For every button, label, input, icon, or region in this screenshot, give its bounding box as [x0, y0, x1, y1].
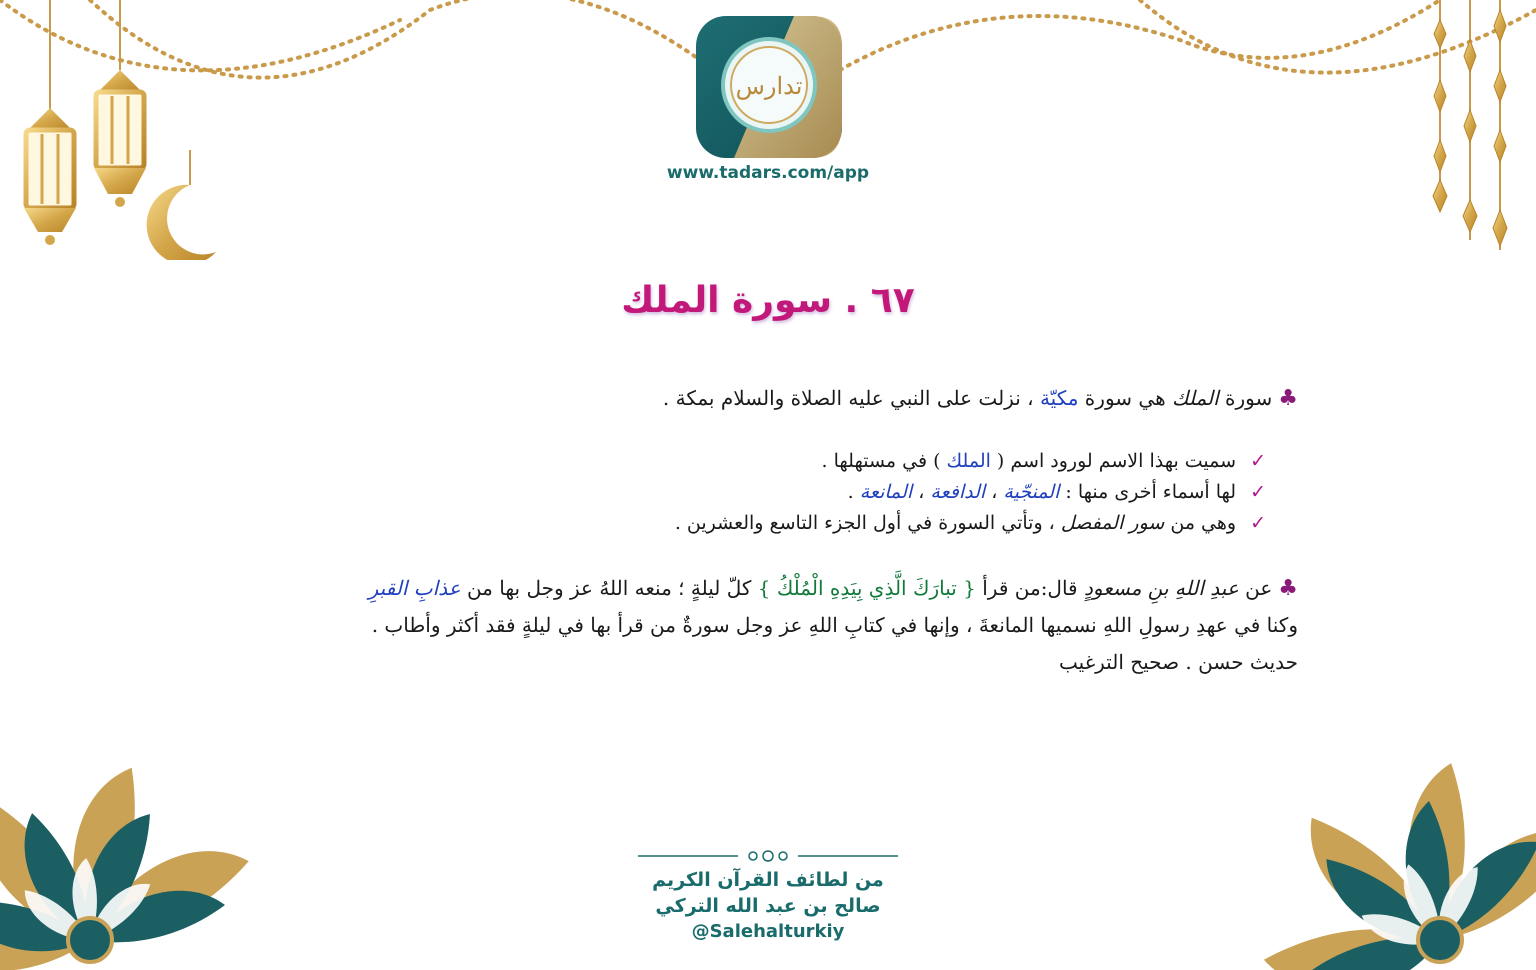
floral-ornament-left	[0, 750, 310, 970]
intro-paragraph	[663, 386, 1298, 411]
hadith-line-2: وكنا في عهدِ رسولِ اللهِ نسميها المانعةَ ، وإنها في كتابِ اللهِ عز وجل سورةٌ من قرأ بها في ليلةٍ فقد أكثر وأطاب .	[371, 613, 1298, 637]
separator: ،	[985, 481, 1004, 503]
intro-text: هي سورة	[1078, 386, 1172, 410]
club-bullet-icon: ♣	[1278, 576, 1298, 601]
hadith-source: حديث حسن . صحيح الترغيب	[1059, 650, 1298, 674]
floral-ornament-right	[1200, 750, 1536, 970]
club-bullet-icon: ♣	[1278, 386, 1298, 411]
site-url[interactable]: www.tadars.com/app	[666, 163, 870, 183]
checkmark-icon: ✓	[1250, 450, 1266, 472]
intro-text: ، نزلت على النبي عليه الصلاة والسلام بمكة .	[662, 386, 1040, 410]
list-item-text: ، وتأتي السورة في أول الجزء التاسع والعشرين .	[674, 512, 1061, 534]
list-item-text: .	[847, 481, 860, 503]
quran-verse: { تبارَكَ الَّذِي بِيَدِهِ الْمُلْكُ }	[757, 576, 976, 600]
hadith-text: كلّ ليلةٍ ؛ منعه اللهُ عز وجل بها من	[460, 576, 758, 600]
hadith-text: عن	[1238, 576, 1273, 600]
surah-name: الملك	[946, 450, 991, 472]
hadith-line-1	[369, 570, 1298, 607]
list-item	[675, 477, 1266, 508]
hanging-diamonds-decoration	[1433, 0, 1507, 250]
alt-name: الدافعة	[930, 481, 986, 503]
alt-name: المنجّية	[1003, 481, 1060, 503]
footer-author: صالح بن عبد الله التركي	[655, 895, 881, 917]
list-item	[675, 446, 1266, 477]
ornamental-divider	[638, 849, 898, 863]
logo-text: تدارس	[735, 72, 803, 100]
footer-signature	[600, 848, 936, 945]
hadith-paragraph	[369, 570, 1298, 681]
checkmark-icon: ✓	[1250, 512, 1266, 534]
alt-name: المانعة	[859, 481, 913, 503]
mufassal-term: سور المفصل	[1060, 512, 1165, 534]
intro-text: سورة	[1218, 386, 1273, 410]
crescent-moon-icon	[147, 185, 216, 260]
checkmark-icon: ✓	[1250, 481, 1266, 503]
list-item-text: سميت بهذا الاسم لورود اسم (	[990, 450, 1237, 472]
surah-type: مكيّة	[1039, 386, 1079, 410]
grave-torment-term: عذابِ القبرِ	[368, 576, 461, 600]
list-item	[675, 508, 1266, 539]
list-item-text: وهي من	[1164, 512, 1237, 534]
list-item-text: لها أسماء أخرى منها :	[1059, 481, 1237, 503]
tadars-app-logo	[694, 14, 844, 160]
hadith-text: قال:من قرأ	[975, 576, 1084, 600]
footer-handle[interactable]: @Salehalturkiy	[691, 921, 845, 942]
footer-series-title: من لطائف القرآن الكريم	[652, 869, 884, 891]
page-title: ٦٧ . سورة الملك	[621, 280, 915, 321]
narrator-name: عبدِ اللهِ بنِ مسعودٍ	[1083, 576, 1239, 600]
lantern-icon	[24, 0, 76, 245]
surah-name: الملك	[1171, 386, 1219, 410]
list-item-text: ) في مستهلها .	[821, 450, 947, 472]
separator: ،	[912, 481, 931, 503]
facts-list	[675, 446, 1266, 539]
